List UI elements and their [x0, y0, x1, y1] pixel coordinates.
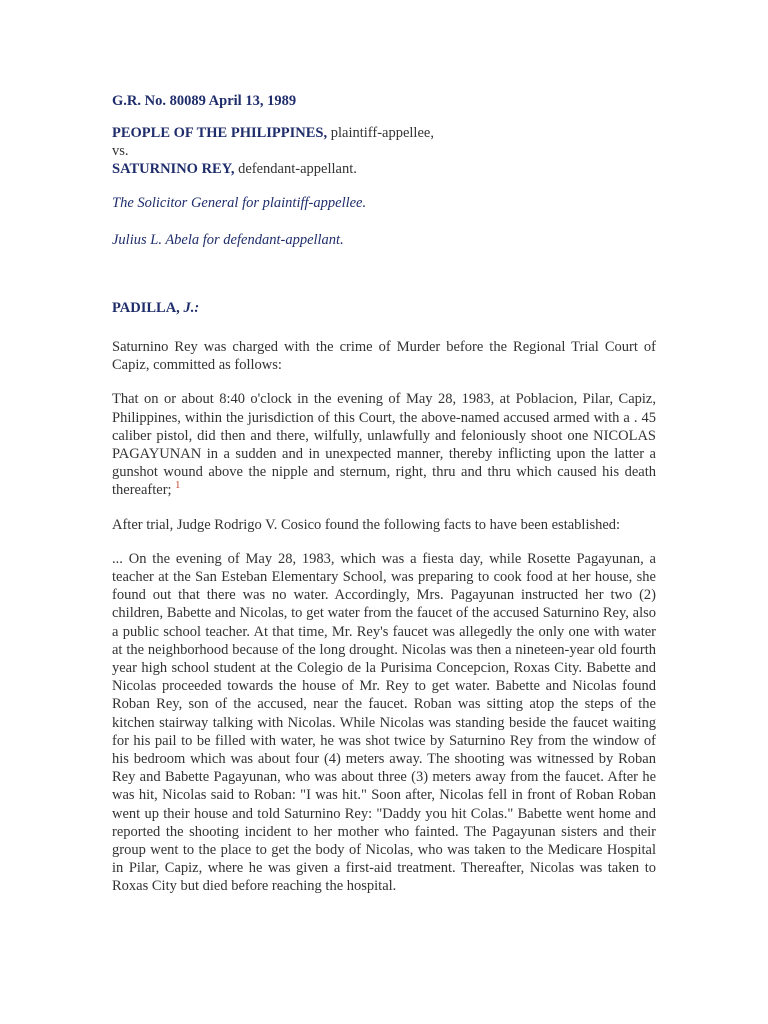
case-parties [112, 124, 656, 178]
defendant-role: defendant-appellant. [234, 161, 357, 177]
case-number-heading: G.R. No. 80089 April 13, 1989 [112, 93, 297, 109]
versus-label: vs. [112, 143, 129, 159]
ponente-heading [112, 299, 656, 317]
plaintiff-line [112, 124, 656, 142]
ponente-title: J.: [183, 300, 200, 316]
defendant-name: SATURNINO REY, [112, 161, 235, 177]
plaintiff-role: plaintiff-appellee, [327, 125, 434, 141]
ponente-name: PADILLA, [112, 300, 184, 316]
paragraph-trial: After trial, Judge Rodrigo V. Cosico found the following facts to have been established: [112, 516, 621, 533]
information-text: That on or about 8:40 o'clock in the evening of May 28, 1983, at Poblacion, Pilar, Capiz, Philippines, within the jurisdiction of this Court, the above-named accused armed with a . 45 caliber pistol, did then and there, wilfully, unlawfully and feloniously shoot one NICOLAS PAGAYUNAN in a sudden and in unexpected manner, thereby inflicting upon the latter a gunshot wound above the nipple and sternum, right, thru and thru which caused his death thereafter; [112, 391, 656, 499]
paragraph-information [112, 390, 656, 499]
defendant-line [112, 160, 656, 178]
plaintiff-name: PEOPLE OF THE PHILIPPINES, [112, 125, 328, 141]
counsel-defendant: Julius L. Abela for defendant-appellant. [112, 232, 344, 248]
document-page [112, 92, 656, 912]
footnote-link[interactable]: 1 [175, 480, 181, 492]
paragraph-facts: ... On the evening of May 28, 1983, which was a fiesta day, while Rosette Pagayunan, a teacher at the San Esteban Elementary School, was preparing to cook food at her house, she found out that there was no water. Accordingly, Mrs. Pagayunan instructed her two (2) children, Babette and Nicolas, to get water from the faucet of the accused Saturnino Rey, also a public school teacher. At that time, Mr. Rey's faucet was allegedly the only one with water at the neighborhood because of the long drought. Nicolas was then a nineteen-year old fourth year high school student at the Colegio de la Purisima Concepcion, Roxas City. Babette and Nicolas proceeded towards the house of Mr. Rey to get water. Babette and Nicolas found Roban Rey, son of the accused, near the faucet. Roban was sitting atop the steps of the kitchen stairway talking with Nicolas. While Nicolas was standing beside the faucet waiting for his pail to be filled with water, he was shot twice by Saturnino Rey from the window of his bedroom which was about four (4) meters away. The shooting was witnessed by Roban Rey and Babette Pagayunan, who was about three (3) meters away from the faucet. After he was hit, Nicolas said to Roban: "I was hit." Soon after, Nicolas fell in front of Roban Roban went up their house and told Saturnino Rey: "Daddy you hit Colas." Babette went home and reported the shooting incident to her mother who fainted. The Pagayunan sisters and their group went to the place to get the body of Nicolas, who was taken to the Medicare Hospital in Pilar, Capiz, where he was given a first-aid treatment. Thereafter, Nicolas was taken to Roxas City but died before reaching the hospital. [112, 550, 656, 895]
paragraph-charge: Saturnino Rey was charged with the crime of Murder before the Regional Trial Court of Capiz, committed as follows: [112, 339, 656, 374]
counsel-plaintiff: The Solicitor General for plaintiff-appellee. [112, 195, 367, 211]
